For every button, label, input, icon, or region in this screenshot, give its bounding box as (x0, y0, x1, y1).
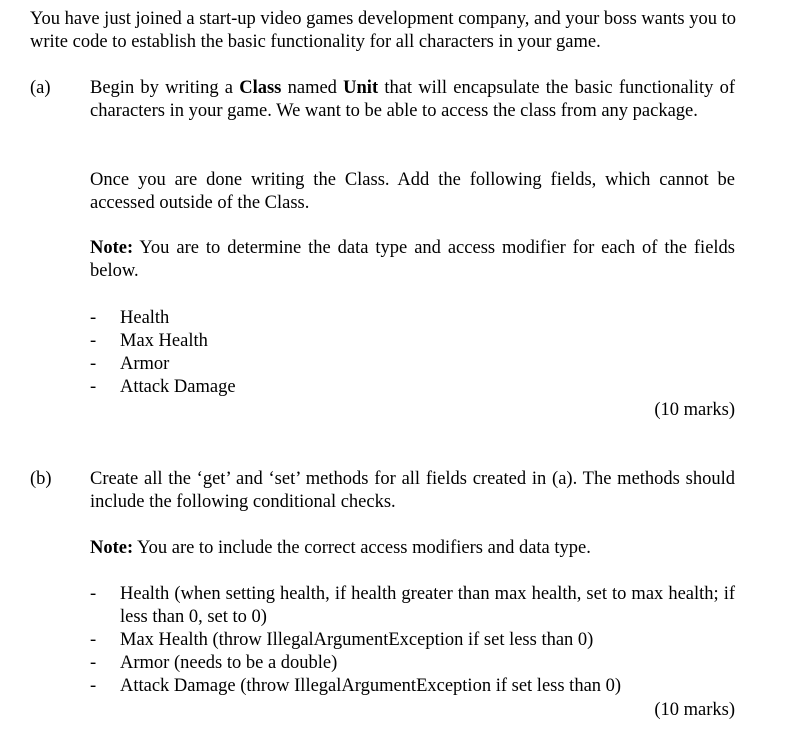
bullet-dash: - (90, 377, 97, 397)
part-a-paragraph-1 (90, 77, 735, 123)
bullet-dash: - (90, 584, 97, 604)
part-a-note (90, 237, 735, 283)
intro-paragraph: You have just joined a start-up video games development company, and your boss wants you to write code to establish the basic functionality for all characters in your game. (30, 9, 736, 52)
part-a-label: (a) (30, 78, 51, 98)
list-item: - Max Health (throw IllegalArgumentException if set less than 0) (90, 630, 594, 650)
part-b-note-label: Note: (90, 538, 134, 558)
list-item: - Health (when setting health, if health greater than max health, set to max health; if less than 0, set to 0) (90, 584, 735, 627)
part-a-bold-unit: Unit (343, 78, 379, 98)
part-a-text-post: that will encapsulate the basic functionality of characters in your game. We want to be able to access the class from any package. (90, 78, 736, 121)
list-item: - Attack Damage (90, 377, 236, 397)
list-item: - Attack Damage (throw IllegalArgumentException if set less than 0) (90, 676, 622, 696)
part-a-field-list (90, 307, 735, 399)
part-b-note (90, 537, 735, 560)
list-item: - Armor (90, 354, 170, 374)
part-a-text-mid: named (281, 78, 344, 98)
bullet-dash: - (90, 676, 97, 696)
part-a-paragraph-2: Once you are done writing the Class. Add the following fields, which cannot be accessed outside of the Class. (90, 170, 735, 213)
part-b-label: (b) (30, 469, 52, 489)
part-b-paragraph-1: Create all the ‘get’ and ‘set’ methods for all fields created in (a). The methods should include the following conditional checks. (90, 469, 735, 512)
part-a-note-text: You are to determine the data type and access modifier for each of the fields below. (90, 238, 735, 281)
bullet-dash: - (90, 653, 97, 673)
bullet-dash: - (90, 630, 97, 650)
part-b-method-list (90, 583, 735, 698)
bullet-dash: - (90, 354, 97, 374)
part-b-marks: (10 marks) (654, 700, 735, 720)
part-a-note-label: Note: (90, 238, 134, 258)
part-a-bold-class: Class (239, 78, 282, 98)
part-a-text-pre: Begin by writing a (90, 78, 240, 98)
part-b-note-text: You are to include the correct access modifiers and data type. (133, 538, 591, 558)
bullet-dash: - (90, 331, 97, 351)
bullet-dash: - (90, 308, 97, 328)
list-item: - Health (90, 308, 170, 328)
list-item: - Armor (needs to be a double) (90, 653, 338, 673)
list-item: - Max Health (90, 331, 208, 351)
part-a-marks: (10 marks) (654, 400, 735, 420)
